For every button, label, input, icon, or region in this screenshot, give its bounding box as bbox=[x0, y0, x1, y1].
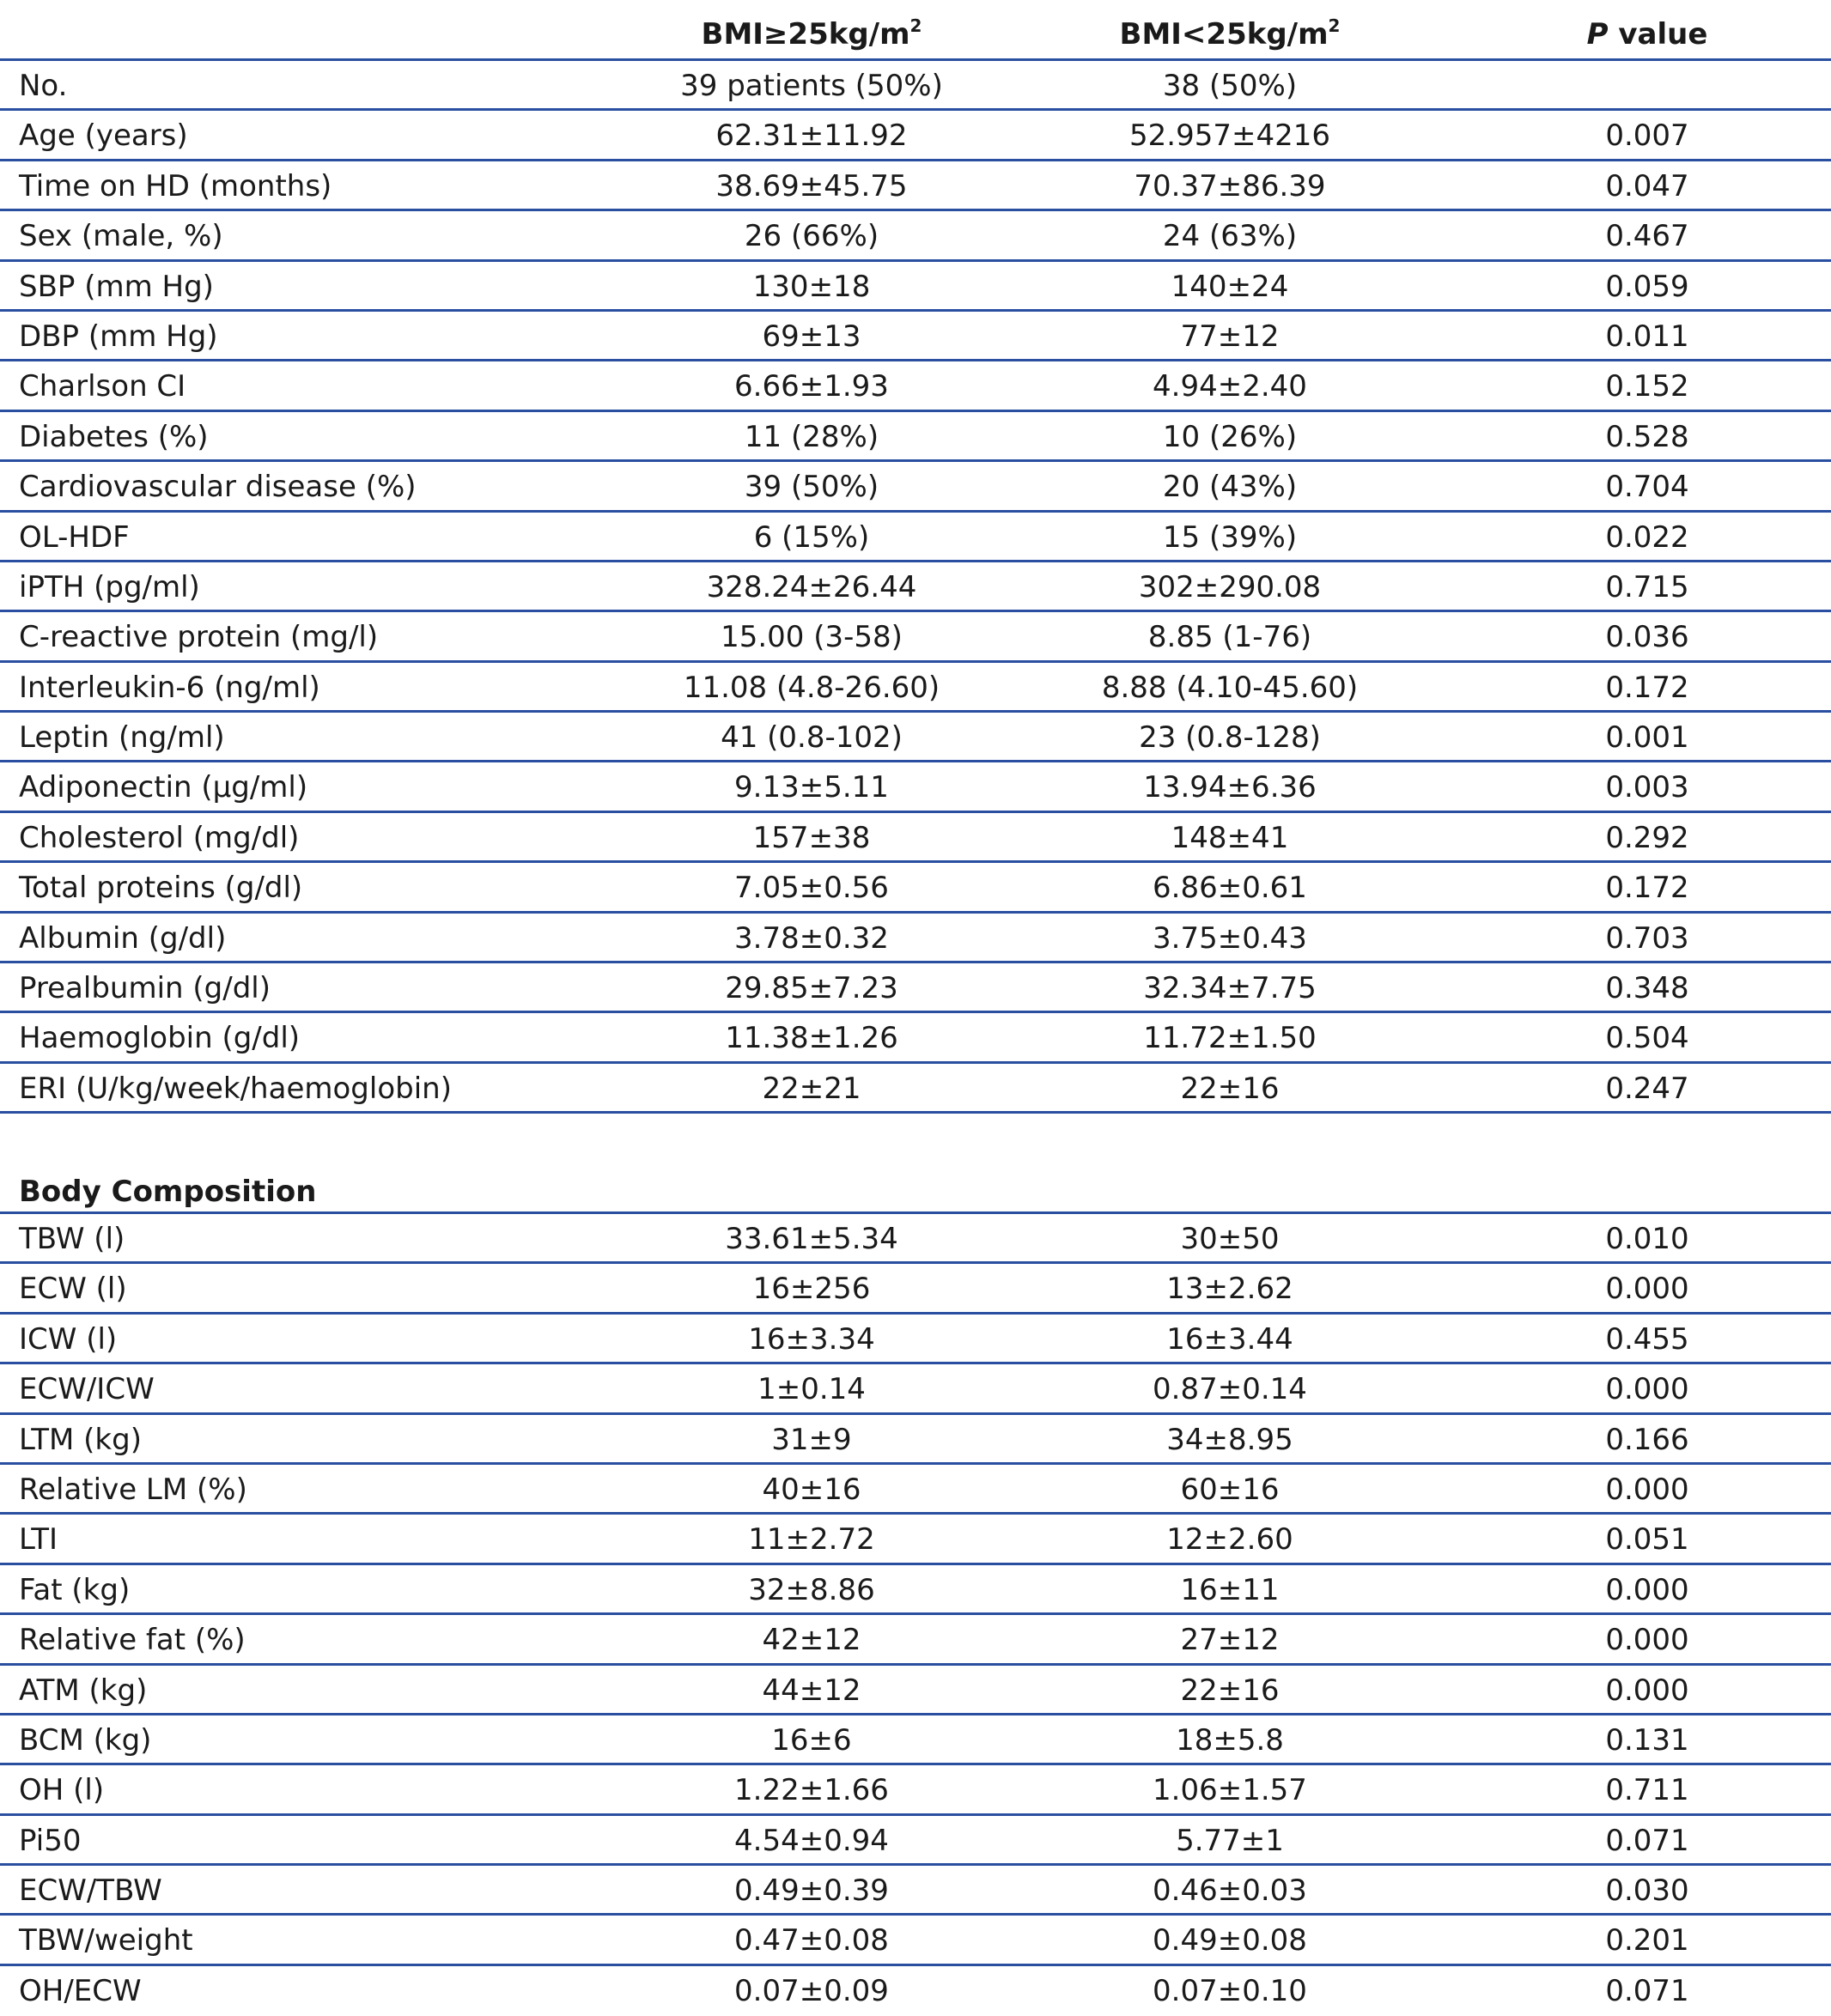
row-label: TBW/weight bbox=[19, 1923, 193, 1958]
cell-p-value: 0.201 bbox=[1605, 1923, 1689, 1958]
cell-p-value: 0.001 bbox=[1605, 720, 1689, 756]
cell-bmi-high: 6.66±1.93 bbox=[734, 369, 889, 404]
row-label: OL-HDF bbox=[19, 519, 130, 555]
cell-bmi-low: 13±2.62 bbox=[1166, 1272, 1293, 1307]
cell-p-value: 0.036 bbox=[1605, 620, 1689, 655]
cell-bmi-low: 13.94±6.36 bbox=[1143, 770, 1317, 805]
cell-bmi-low: 1.06±1.57 bbox=[1153, 1773, 1307, 1808]
table-row bbox=[0, 1565, 1831, 1615]
cell-p-value: 0.000 bbox=[1605, 1372, 1689, 1407]
table-row bbox=[0, 361, 1831, 411]
cell-bmi-low: 3.75±0.43 bbox=[1153, 920, 1307, 956]
cell-bmi-high: 62.31±11.92 bbox=[715, 118, 908, 154]
cell-bmi-low: 20 (43%) bbox=[1162, 470, 1298, 505]
cell-bmi-high: 11±2.72 bbox=[748, 1522, 875, 1558]
table-row bbox=[0, 61, 1831, 111]
row-label: ATM (kg) bbox=[19, 1673, 148, 1708]
row-label: Relative fat (%) bbox=[19, 1623, 246, 1658]
cell-bmi-low: 11.72±1.50 bbox=[1143, 1021, 1317, 1056]
table-row bbox=[0, 1916, 1831, 1965]
row-label: OH/ECW bbox=[19, 1973, 142, 2008]
row-label: LTI bbox=[19, 1522, 58, 1558]
cell-p-value: 0.704 bbox=[1605, 470, 1689, 505]
row-label: TBW (l) bbox=[19, 1221, 125, 1256]
cell-p-value: 0.011 bbox=[1605, 319, 1689, 354]
cell-bmi-high: 15.00 (3-58) bbox=[721, 620, 903, 655]
cell-p-value: 0.455 bbox=[1605, 1321, 1689, 1357]
cell-p-value: 0.071 bbox=[1605, 1823, 1689, 1858]
cell-p-value: 0.172 bbox=[1605, 670, 1689, 705]
table-row bbox=[0, 1064, 1831, 1114]
table-row bbox=[0, 1214, 1831, 1264]
cell-p-value: 0.030 bbox=[1605, 1873, 1689, 1909]
cell-bmi-high: 26 (66%) bbox=[744, 219, 879, 254]
cell-bmi-low: 148±41 bbox=[1171, 820, 1289, 855]
cell-bmi-high: 38.69±45.75 bbox=[715, 168, 908, 203]
row-label: iPTH (pg/ml) bbox=[19, 569, 200, 604]
table-row bbox=[0, 1515, 1831, 1564]
row-label: Total proteins (g/dl) bbox=[19, 871, 303, 906]
cell-p-value: 0.711 bbox=[1605, 1773, 1689, 1808]
cell-p-value: 0.131 bbox=[1605, 1722, 1689, 1758]
cell-bmi-low: 77±12 bbox=[1180, 319, 1280, 354]
cell-p-value: 0.051 bbox=[1605, 1522, 1689, 1558]
cell-bmi-high: 0.49±0.39 bbox=[734, 1873, 889, 1909]
cell-bmi-high: 0.07±0.09 bbox=[734, 1973, 889, 2008]
cell-bmi-low: 27±12 bbox=[1180, 1623, 1280, 1658]
row-label: Adiponectin (µg/ml) bbox=[19, 770, 308, 805]
cell-p-value: 0.172 bbox=[1605, 871, 1689, 906]
row-label: Age (years) bbox=[19, 118, 188, 154]
cell-bmi-low: 5.77±1 bbox=[1176, 1823, 1284, 1858]
cell-bmi-high: 11.38±1.26 bbox=[725, 1021, 898, 1056]
cell-p-value: 0.059 bbox=[1605, 269, 1689, 304]
row-label: Prealbumin (g/dl) bbox=[19, 971, 271, 1006]
cell-bmi-high: 16±6 bbox=[771, 1722, 852, 1758]
table-row bbox=[0, 1415, 1831, 1465]
cell-bmi-high: 31±9 bbox=[771, 1422, 852, 1457]
table-row bbox=[0, 863, 1831, 913]
cell-bmi-low: 60±16 bbox=[1180, 1472, 1280, 1507]
table-row bbox=[0, 1816, 1831, 1866]
table-row bbox=[0, 1666, 1831, 1715]
cell-bmi-high: 29.85±7.23 bbox=[725, 971, 898, 1006]
cell-bmi-low: 30±50 bbox=[1180, 1221, 1280, 1256]
cell-p-value: 0.348 bbox=[1605, 971, 1689, 1006]
row-label: SBP (mm Hg) bbox=[19, 269, 214, 304]
cell-p-value: 0.022 bbox=[1605, 519, 1689, 555]
section-spacer bbox=[0, 1114, 1831, 1163]
cell-p-value: 0.000 bbox=[1605, 1472, 1689, 1507]
cell-p-value: 0.000 bbox=[1605, 1673, 1689, 1708]
table-row bbox=[0, 211, 1831, 261]
cell-bmi-low: 140±24 bbox=[1171, 269, 1289, 304]
cell-p-value: 0.703 bbox=[1605, 920, 1689, 956]
row-label: ICW (l) bbox=[19, 1321, 118, 1357]
cell-bmi-low: 18±5.8 bbox=[1176, 1722, 1284, 1758]
table-row bbox=[0, 1615, 1831, 1665]
table-row bbox=[0, 1264, 1831, 1314]
cell-bmi-high: 1±0.14 bbox=[757, 1372, 866, 1407]
cell-bmi-high: 328.24±26.44 bbox=[706, 569, 917, 604]
cell-bmi-high: 11.08 (4.8-26.60) bbox=[683, 670, 940, 705]
row-label: LTM (kg) bbox=[19, 1422, 142, 1457]
cell-bmi-low: 0.46±0.03 bbox=[1153, 1873, 1307, 1909]
row-label: DBP (mm Hg) bbox=[19, 319, 218, 354]
cell-p-value: 0.047 bbox=[1605, 168, 1689, 203]
cell-bmi-low: 10 (26%) bbox=[1162, 419, 1298, 454]
row-label: ECW/TBW bbox=[19, 1873, 162, 1909]
clinical-section bbox=[0, 61, 1831, 1114]
cell-bmi-high: 33.61±5.34 bbox=[725, 1221, 898, 1256]
row-label: Cholesterol (mg/dl) bbox=[19, 820, 300, 855]
row-label: Interleukin-6 (ng/ml) bbox=[19, 670, 320, 705]
cell-bmi-low: 4.94±2.40 bbox=[1153, 369, 1307, 404]
cell-bmi-low: 16±3.44 bbox=[1166, 1321, 1293, 1357]
table-row bbox=[0, 813, 1831, 863]
row-label: Fat (kg) bbox=[19, 1572, 131, 1607]
cell-bmi-low: 34±8.95 bbox=[1166, 1422, 1293, 1457]
cell-bmi-low: 12±2.60 bbox=[1166, 1522, 1293, 1558]
cell-bmi-high: 9.13±5.11 bbox=[734, 770, 889, 805]
table-row bbox=[0, 513, 1831, 562]
cell-p-value: 0.247 bbox=[1605, 1071, 1689, 1106]
row-label: Cardiovascular disease (%) bbox=[19, 470, 417, 505]
cell-bmi-high: 4.54±0.94 bbox=[734, 1823, 889, 1858]
table-row bbox=[0, 612, 1831, 662]
cell-p-value: 0.467 bbox=[1605, 219, 1689, 254]
table-row bbox=[0, 1866, 1831, 1916]
table-row bbox=[0, 713, 1831, 762]
row-label: ECW (l) bbox=[19, 1272, 127, 1307]
row-label: Relative LM (%) bbox=[19, 1472, 247, 1507]
table-row bbox=[0, 562, 1831, 612]
cell-bmi-low: 70.37±86.39 bbox=[1134, 168, 1326, 203]
table-row bbox=[0, 1765, 1831, 1815]
table-row bbox=[0, 663, 1831, 713]
cell-bmi-low: 24 (63%) bbox=[1162, 219, 1298, 254]
body-composition-section bbox=[0, 1214, 1831, 2016]
cell-p-value: 0.010 bbox=[1605, 1221, 1689, 1256]
table-row bbox=[0, 161, 1831, 211]
cell-bmi-low: 22±16 bbox=[1180, 1071, 1280, 1106]
cell-bmi-low: 22±16 bbox=[1180, 1673, 1280, 1708]
cell-bmi-high: 41 (0.8-102) bbox=[721, 720, 903, 756]
cell-bmi-high: 44±12 bbox=[762, 1673, 861, 1708]
row-label: C-reactive protein (mg/l) bbox=[19, 620, 379, 655]
section-title-body-composition: Body Composition bbox=[0, 1164, 1831, 1214]
table-row bbox=[0, 1966, 1831, 2016]
cell-p-value: 0.152 bbox=[1605, 369, 1689, 404]
cell-p-value: 0.504 bbox=[1605, 1021, 1689, 1056]
cell-bmi-low: 302±290.08 bbox=[1138, 569, 1322, 604]
row-label: BCM (kg) bbox=[19, 1722, 152, 1758]
row-label: Time on HD (months) bbox=[19, 168, 332, 203]
cell-bmi-low: 32.34±7.75 bbox=[1143, 971, 1317, 1006]
cell-bmi-low: 38 (50%) bbox=[1162, 69, 1298, 103]
cell-bmi-low: 0.07±0.10 bbox=[1153, 1973, 1307, 2008]
row-label: Albumin (g/dl) bbox=[19, 920, 227, 956]
cell-bmi-high: 16±3.34 bbox=[748, 1321, 875, 1357]
table-header bbox=[0, 0, 1831, 61]
row-label: ERI (U/kg/week/haemoglobin) bbox=[19, 1071, 452, 1106]
cell-bmi-high: 16±256 bbox=[752, 1272, 871, 1307]
header-bmi-high: $BMI\ge 25kg/m^2$ bbox=[701, 15, 922, 52]
cell-bmi-low: 15 (39%) bbox=[1162, 519, 1298, 555]
cell-bmi-high: 40±16 bbox=[762, 1472, 861, 1507]
table-row bbox=[0, 1315, 1831, 1364]
cell-bmi-high: 7.05±0.56 bbox=[734, 871, 889, 906]
cell-bmi-low: 6.86±0.61 bbox=[1153, 871, 1307, 906]
row-label: ECW/ICW bbox=[19, 1372, 155, 1407]
table-row bbox=[0, 1013, 1831, 1063]
cell-bmi-high: 32±8.86 bbox=[748, 1572, 875, 1607]
row-label: Charlson CI bbox=[19, 369, 186, 404]
cell-bmi-high: 0.47±0.08 bbox=[734, 1923, 889, 1958]
table-row bbox=[0, 111, 1831, 161]
row-label: Sex (male, %) bbox=[19, 219, 223, 254]
cell-bmi-high: 1.22±1.66 bbox=[734, 1773, 889, 1808]
cell-p-value: 0.292 bbox=[1605, 820, 1689, 855]
cell-bmi-low: 0.87±0.14 bbox=[1153, 1372, 1307, 1407]
cell-p-value: 0.000 bbox=[1605, 1623, 1689, 1658]
table-row bbox=[0, 963, 1831, 1013]
cell-bmi-low: 0.49±0.08 bbox=[1153, 1923, 1307, 1958]
cell-p-value: 0.528 bbox=[1605, 419, 1689, 454]
cell-bmi-high: 6 (15%) bbox=[753, 519, 870, 555]
cell-bmi-high: 22±21 bbox=[762, 1071, 861, 1106]
header-p-value: P value bbox=[1586, 17, 1708, 52]
cell-p-value: 0.715 bbox=[1605, 569, 1689, 604]
cell-bmi-low: 52.957±4216 bbox=[1129, 118, 1330, 154]
cell-bmi-high: 39 patients (50%) bbox=[680, 69, 943, 103]
cell-bmi-low: 16±11 bbox=[1180, 1572, 1280, 1607]
cell-p-value: 0.000 bbox=[1605, 1272, 1689, 1307]
row-label: OH (l) bbox=[19, 1773, 105, 1808]
table-row bbox=[0, 1465, 1831, 1515]
table-row bbox=[0, 762, 1831, 812]
table-row bbox=[0, 262, 1831, 312]
row-label: Pi50 bbox=[19, 1823, 82, 1858]
row-label: No. bbox=[19, 69, 68, 103]
cell-p-value: 0.071 bbox=[1605, 1973, 1689, 2008]
header-bmi-low: $BMI<25kg/m^2$ bbox=[1119, 15, 1341, 52]
cell-bmi-high: 39 (50%) bbox=[744, 470, 879, 505]
table-row bbox=[0, 1715, 1831, 1765]
table-row bbox=[0, 312, 1831, 361]
cell-bmi-high: 130±18 bbox=[752, 269, 871, 304]
table-row bbox=[0, 1364, 1831, 1414]
cell-bmi-high: 157±38 bbox=[752, 820, 871, 855]
row-label: Diabetes (%) bbox=[19, 419, 209, 454]
row-label: Leptin (ng/ml) bbox=[19, 720, 225, 756]
cell-p-value: 0.007 bbox=[1605, 118, 1689, 154]
cell-p-value: 0.000 bbox=[1605, 1572, 1689, 1607]
cell-bmi-high: 69±13 bbox=[762, 319, 861, 354]
table-row bbox=[0, 914, 1831, 963]
table-row bbox=[0, 412, 1831, 462]
cell-p-value: 0.003 bbox=[1605, 770, 1689, 805]
cell-bmi-low: 8.88 (4.10-45.60) bbox=[1101, 670, 1359, 705]
cell-p-value: 0.166 bbox=[1605, 1422, 1689, 1457]
table-row bbox=[0, 462, 1831, 512]
cell-bmi-high: 11 (28%) bbox=[744, 419, 879, 454]
cell-bmi-low: 23 (0.8-128) bbox=[1139, 720, 1321, 756]
cell-bmi-low: 8.85 (1-76) bbox=[1147, 620, 1312, 655]
row-label: Haemoglobin (g/dl) bbox=[19, 1021, 301, 1056]
cell-bmi-high: 42±12 bbox=[762, 1623, 861, 1658]
cell-bmi-high: 3.78±0.32 bbox=[734, 920, 889, 956]
